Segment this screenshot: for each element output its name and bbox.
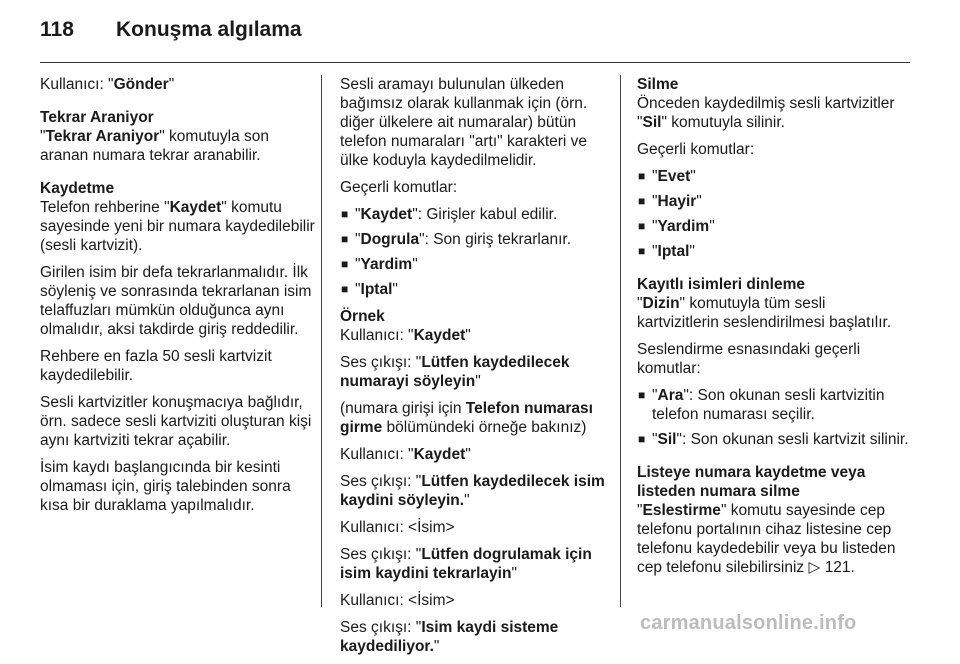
command-list bbox=[340, 205, 612, 299]
bullet-square-icon: ■ bbox=[341, 207, 349, 221]
name-repeat-text: Girilen isim bir defa tekrarlanmalıdır. İlk söyleniş ve sonrasında tekrarlanan isim telaffuzları mümkün olduğunca aynı olmalıdır, aksi takdirde giriş reddedilir. bbox=[40, 264, 312, 338]
heading-redial: Tekrar Araniyor bbox=[40, 109, 154, 126]
bullet-square-icon: ■ bbox=[638, 244, 646, 258]
bullet-square-icon: ■ bbox=[638, 219, 646, 233]
column-divider-2 bbox=[620, 75, 621, 607]
example-line: Ses çıkışı: "Isim kaydi sisteme kaydediliyor." bbox=[340, 619, 559, 655]
heading-delete: Silme bbox=[637, 76, 679, 93]
user-send-line: Kullanıcı: "Gönder" bbox=[40, 76, 175, 93]
example-line: (numara girişi için Telefon numarası girme bölümündeki örneğe bakınız) bbox=[340, 400, 593, 436]
bullet-square-icon: ■ bbox=[341, 232, 349, 246]
bullet-square-icon: ■ bbox=[638, 194, 646, 208]
bullet-square-icon: ■ bbox=[638, 169, 646, 183]
example-line: Kullanıcı: <İsim> bbox=[340, 519, 455, 536]
example-line: Ses çıkışı: "Lütfen kaydedilecek isim kaydini söyleyin." bbox=[340, 473, 605, 509]
page-header bbox=[40, 20, 302, 48]
list-item: ■ "Iptal" bbox=[638, 243, 695, 260]
list-item: ■ "Evet" bbox=[638, 168, 696, 185]
header-rule bbox=[40, 62, 910, 63]
list-item: ■ "Yardim" bbox=[638, 218, 715, 235]
example-line: Ses çıkışı: "Lütfen kaydedilecek numarayi söyleyin" bbox=[340, 354, 570, 390]
bullet-square-icon: ■ bbox=[638, 388, 646, 402]
list-item: ■ "Yardim" bbox=[341, 256, 418, 273]
list-item: ■ "Iptal" bbox=[341, 281, 398, 298]
example-line: Kullanıcı: <İsim> bbox=[340, 592, 455, 609]
heading-save: Kaydetme bbox=[40, 180, 115, 197]
valid-commands-label: Geçerli komutlar: bbox=[340, 179, 458, 196]
speaker-dependent-text: Sesli kartvizitler konuşmacıya bağlıdır, örn. sadece sesli kartviziti oluşturan kişi aynı kartviziti tekrar açabilir. bbox=[40, 394, 312, 449]
playback-command-list bbox=[637, 386, 911, 449]
list-item: ■ "Hayir" bbox=[638, 193, 702, 210]
heading-pairing: Listeye numara kaydetme veya listeden numara silme bbox=[637, 464, 866, 500]
example-line: Ses çıkışı: "Lütfen dogrulamak için isim kaydini tekrarlayin" bbox=[340, 546, 592, 582]
column-divider-1 bbox=[321, 75, 322, 607]
playback-commands-label: Seslendirme esnasındaki geçerli komutlar: bbox=[637, 341, 861, 377]
example-line: Kullanıcı: "Kaydet" bbox=[340, 446, 471, 463]
max-cards-text: Rehbere en fazla 50 sesli kartvizit kaydedilebilir. bbox=[40, 348, 272, 384]
column-1 bbox=[40, 75, 315, 523]
page-reference[interactable]: 121. bbox=[824, 559, 855, 576]
page-title: Konuşma algılama bbox=[116, 18, 302, 41]
page-reference-arrow-icon: ▷ bbox=[808, 559, 821, 576]
list-item: ■ "Ara": Son okunan sesli kartvizitin telefon numarası seçilir. bbox=[638, 387, 885, 423]
save-text: Telefon rehberine "Kaydet" komutu sayesinde yeni bir numara kaydedilebilir (sesli kartvizit). bbox=[40, 199, 315, 254]
list-item: ■ "Sil": Son okunan sesli kartvizit silinir. bbox=[638, 431, 909, 448]
delete-text: Önceden kaydedilmiş sesli kartvizitler "Sil" komutuyla silinir. bbox=[637, 95, 895, 131]
page-number: 118 bbox=[40, 18, 74, 41]
pairing-text: "Eslestirme" komutu sayesinde cep telefonu portalının cihaz listesine cep telefonu kaydedebilir veya bu listeden cep telefonu silebilirsiniz ▷ 121. bbox=[637, 502, 896, 576]
bullet-square-icon: ■ bbox=[341, 257, 349, 271]
listen-text: "Dizin" komutuyla tüm sesli kartvizitlerin seslendirilmesi başlatılır. bbox=[637, 295, 892, 331]
column-2 bbox=[340, 75, 612, 664]
watermark: carmanualsonline.info bbox=[640, 612, 857, 634]
example-line: Kullanıcı: "Kaydet" bbox=[340, 327, 471, 344]
country-code-text: Sesli aramayı bulunulan ülkeden bağımsız olarak kullanmak için (örn. diğer ülkelere ait numaralar) bütün telefon numaraları "artı" karakteri ve ülke koduyla kaydedilmelidir. bbox=[340, 76, 588, 169]
bullet-square-icon: ■ bbox=[341, 282, 349, 296]
command-list bbox=[637, 167, 911, 261]
bullet-square-icon: ■ bbox=[638, 432, 646, 446]
pause-text: İsim kaydı başlangıcında bir kesinti olmaması için, giriş talebinden sonra kısa bir duraklama yapılmalıdır. bbox=[40, 459, 291, 514]
list-item: ■ "Dogrula": Son giriş tekrarlanır. bbox=[341, 231, 572, 248]
valid-commands-label: Geçerli komutlar: bbox=[637, 141, 755, 158]
redial-text: "Tekrar Araniyor" komutuyla son aranan numara tekrar aranabilir. bbox=[40, 128, 269, 164]
column-3 bbox=[637, 75, 911, 585]
list-item: ■ "Kaydet": Girişler kabul edilir. bbox=[341, 206, 558, 223]
heading-listen: Kayıtlı isimleri dinleme bbox=[637, 276, 805, 293]
heading-example: Örnek bbox=[340, 308, 385, 325]
